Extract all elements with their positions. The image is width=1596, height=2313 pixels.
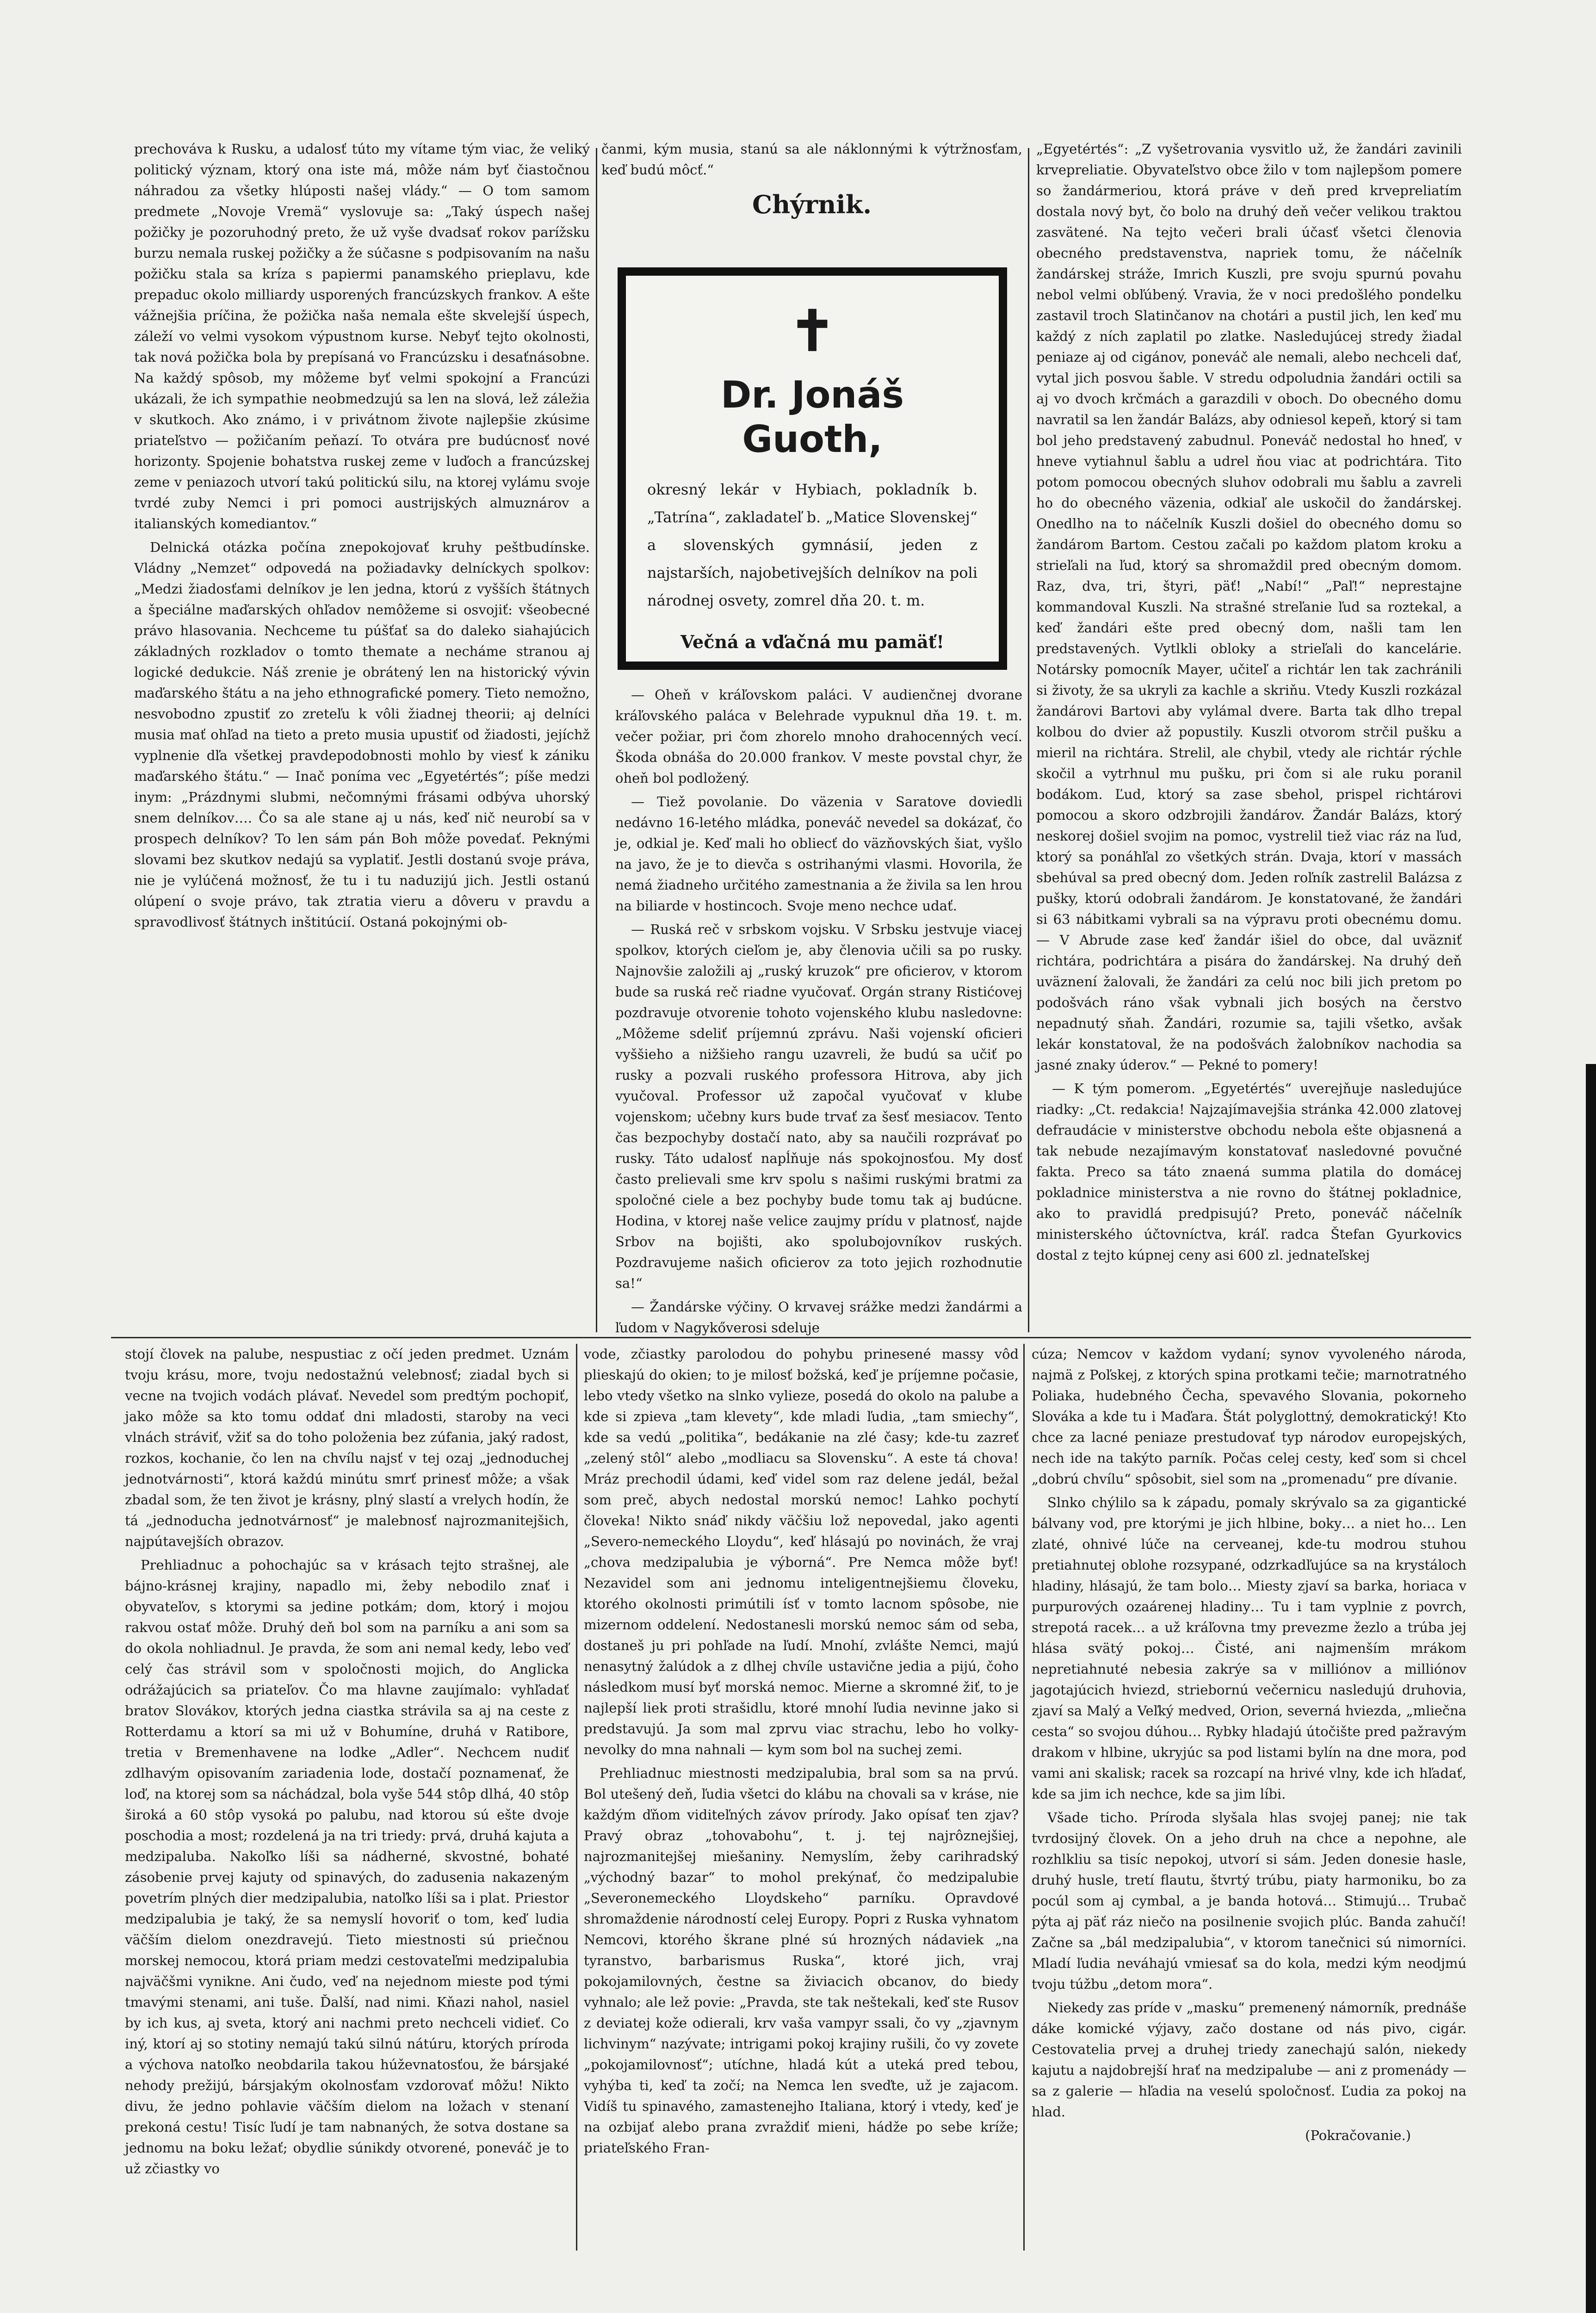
- news-item-k-tym-pomerom: — K tým pomerom. „Egyetértés“ uverejňuje nasledujúce riadky: „Ct. redakcia! Najzajímavejšia stránka 42.000 zlatovej defraudácie v ministerstve obchodu nebola ešte objasnená a tak nebude nezajímavým konstatovať nasledovné povučné fakta. Preco sa táto znaená summa platila do domácej pokladnice ministerstva a nie rovno do štátnej pokladnice, ako to pravidlá predpisujú? Preto, poneváč náčelník ministerského účtovníctva, kráľ. radca Štefan Gyurkovics dostal z tejto kúpnej ceny asi 600 zl. jednateľskej: [1036, 1081, 1462, 1263]
- feuilleton-paragraph: Niekedy zas príde v „masku“ premenený námorník, prednáše dáke komické výjavy, začo dostane od nás pivo, cigár. Cestovatelia prvej a druhej triedy zanechajú salón, niekedy kajutu a najdobrejší hrať na medzipalube — ani z promenády — sa z galerie — hľadia na veselú spoločnosť. Ľudia za pokoj na hlad.: [1032, 2000, 1466, 2120]
- cross-icon: ✝: [789, 298, 836, 364]
- obituary-box: [618, 267, 1007, 670]
- top-column-2-news: [615, 685, 1022, 1336]
- top-column-3: [1036, 139, 1462, 1332]
- article-paragraph: prechováva k Rusku, a udalosť túto my vítame tým viac, že veliký politický význam, ktorý ona iste má, môže nám byť čiastočnou náhradou za všetky hlúposti našej vlády.“ — O tom samom predmete „Novoje Vremä“ vyslovuje sa: „Taký úspech našej požičky je pozoruhodný preto, že už vyše dvadsať rokov parížsku burzu nemala ruskej požičky a že súčasne s podpisovaním na našu požičku stala sa kríza s papiermi panamského prieplavu, kde prepaduc okolo milliardy usporených francúzskych frankov. A ešte vážnejšia príčina, že požička naša nemala ešte skvelejší úspech, záleží vo velmi vysokom výpustnom kurse. Nebyť tejto okolnosti, tak nová požička bola by prepísaná vo Francúzsku i desaťnásobne. Na každý spôsob, my môžeme byť velmi spokojní a Francúzi ukázali, že ich sympathie neobmedzujú sa len na slová, lež záležia v skutkoch. Ako známo, i v privátnom živote najlepšie zkúsime priateľstvo — požičaním peňazí. To otvára pre budúcnosť nové horizonty. Spojenie bohatstva ruskej zeme v luďoch a francúzskej zeme v peniazoch utvorí takú politickú silu, na ktorej vylámu svoje tvrdé zuby Nemci i pri pomoci austrijských almuznárov a italianských komediantov.“: [134, 141, 590, 532]
- column-divider: [576, 1344, 577, 2251]
- section-title-chyrnik: Chýrnik.: [752, 190, 872, 219]
- section-separator: [111, 1337, 1471, 1338]
- news-item-profession: — Tiež povolanie. Do väzenia v Saratove doviedli nedávno 16-letého mládka, poneváč nevedel sa dokázať, čo je, odkial je. Keď mali ho obliecť do väzňovských šiat, vyšlo na javo, že je to dievča s ostrihanými vlasmi. Hovorila, že nemá žiadneho určitého zamestnania a že živila sa len hrou na biliarde v hostincoch. Svoje meno nechce udať.: [615, 794, 1022, 914]
- obituary-name: Dr. Jonáš Guoth,: [721, 373, 904, 461]
- bottom-column-3: [1032, 1344, 1466, 2264]
- column-divider: [596, 148, 597, 1332]
- column-divider: [1023, 1344, 1025, 2251]
- continuation-note: (Pokračovanie.): [1305, 2127, 1411, 2143]
- news-item-russian-language: — Ruská reč v srbskom vojsku. V Srbsku jestvuje viacej spolkov, ktorých cieľom je, aby členovia učili sa po rusky. Najnovšie založili aj „ruský kruzok“ pre oficierov, v ktorom bude sa ruská reč riadne vyučovať. Orgán strany Ristićovej pozdravuje otvorenie tohoto vojenského klubu nasledovne: „Môžeme sdeliť príjemnú zprávu. Naši vojenskí oficieri vyššieho a nižšieho rangu uzavreli, že budú sa učiť po rusky a pozvali ruského professora Hitrova, aby jich vyučoval. Professor už započal vyučovať v klube vojenskom; učebny kurs bude trvať za šesť mesiacov. Tento čas bezpochyby dostačí nato, aby sa naučili rozprávať po rusky. Táto udalosť napĺňuje nás spokojnosťou. My dosť často prelievali sme krv spolu s našimi ruskými bratmi za spoločné ciele a bez pochyby bude tomu tak aj budúcne. Hodina, v ktorej naše velice zaujmy prídu v platnosť, najde Srbov na bojišti, ako spolubojovníkov ruských. Pozdravujeme našich oficierov za toto jejich rozhodnutie sa!“: [615, 921, 1022, 1291]
- feuilleton-paragraph: cúza; Nemcov v každom vydaní; synov vyvoleného národa, najmä z Poľskej, z ktorých spina protkami tečie; marnotratného Poliaka, hudebného Čecha, spevavého Slovania, pokorneho Slováka a kde tu i Maďara. Štát polyglottný, demokratický! Kto chce za lacné peniaze prestudovať typ národov europejských, nech ide na takýto parník. Počas celej cesty, keď som si chcel „dobrú chvílu“ spôsobit, siel som na „promenadu“ pre dívanie.: [1032, 1346, 1466, 1487]
- column-divider: [1028, 148, 1029, 1332]
- article-paragraph-delnicka-otazka: Delnická otázka počína znepokojovať kruhy peštbudínske. Vládny „Nemzet“ odpovedá na požiadavky delníckych spolkov: „Medzi žiadosťami delníkov je len jedna, ktorú z vyšších štátnych a špeciálne maďarských ohľadov nemôžeme si osvojiť: všeobecné právo hlasovania. Nechceme tu púšťať sa do daleko siahajúcich základných rozkladov o tomto themate a necháme stranou aj logické dedukcie. Náš zrenie je obrátený len na historický vývin maďarského štátu a na jeho ethnografické pomery. Tieto nemožno, nesvobodno zpustiť zo zreteľu k vôli žiadnej theorii; aj delníci musia mať ohľad na tieto a preto musia upustiť od žiadosti, jejíchž vyplnenie dľa všetkej pravdepodobnosti mohlo by viesť k zániku maďarského štátu.“ — Inač poníma vec „Egyetértés“; píše medzi inym: „Prázdnymi slubmi, nečomnými frásami odbýva uhorský snem delníkov…. Čo sa ale stane aj u nás, keď nič neurobí sa v prospech delníkov? To len sám pán Boh môže povedať. Peknými slovami bez skutkov nedajú sa vyplatiť. Jestli dostanú svoje práva, nie je vylúčená možnosť, že tu i tu naduzijú jich. Jestli ostanú olúpení o svoje právo, tak ztratia vieru a dôveru v pravdu a spravodlivosť štátnych inštitúcií. Ostaná pokojnými ob-: [134, 539, 590, 930]
- feuilleton-paragraph: stojí človek na palube, nespustiac z očí jeden predmet. Uznám tvoju krásu, more, tvoju nedostažnú velebnosť; ziadal bych si vecne na tvojich vodách plávať. Nevedel som predtým pochopiť, jako môže sa kto tomu oddať dni mladosti, staroby na veci vlnách stráviť, vžiť sa do toho položenia bez zúfania, jaký radost, rozkos, kochanie, čo len na chvílu najsť v tej ozaj „jednoduchej jednotvárnosti“, ktorá každú minútu smrť prinesť môže; a však zbadal som, že ten život je krásny, plný slastí a vrelych hodín, že tá „jednoducha jednotvárnosť“ je malebnosť najrozmanitejšich, najpútavejších obrazov.: [125, 1346, 569, 1549]
- feuilleton-paragraph: Všade ticho. Príroda slyšala hlas svojej panej; nie tak tvrdosijný človek. On a jeho druh na chce a nepohne, ale rozhlkliu sa tisíc nepokoj, utvorí si sám. Jeden donesie hasle, druhý husle, tretí flautu, štvrtý trúbu, piaty harmoniku, bo za pocúl som aj cymbal, a je banda hotová… Stimujú… Trubač pýta aj päť ráz niečo na posilnenie svojich plúc. Banda zahučí! Začne sa „bál medzipalubia“, v ktorom tanečnici sú nimorníci. Mladí ľudia neváhajú vmiesať sa do kola, medzi kým neodjmú tvoju túžbu „detom mora“.: [1032, 1810, 1466, 1992]
- bottom-column-1: [125, 1344, 569, 2251]
- article-paragraph: čanmi, kým musia, stanú sa ale náklonnými k výtržnosťam, keď budú môcť.“: [601, 141, 1022, 178]
- feuilleton-paragraph: Prehliadnuc miestnosti medzipalubia, bral som sa na prvú. Bol utešený deň, ľudia všetci do klábu na chovali sa v kráse, nie každým ďňom viditeľných závov prírody. Jako opísať ten zjav? Pravý obraz „tohovabohu“, t. j. tej najrôznejšiej, najrozmanitejšej miešaniny. Nemyslím, žeby carihradský „východný bazar“ to mohol prekýnať, čo medzipalubie „Severonemeckého Lloydskeho“ parníku. Opravdové shromaždenie národností celej Europy. Popri z Ruska vyhnatom Nemcovi, ktorého škrane plné sú hrozných nádaviek „na tyranstvo, barbarismus Ruska“, ktoré jich, vraj pokojamilovných, čestne sa živiacich obcanov, do biedy vyhnalo; ale lež povie: „Pravda, ste tak neštekali, keď ste Rusov z deviatej kože odierali, krv vaša vampyr ssali, čo vy „zjavnym lichvinym“ nazývate; intrigami pokoj krajiny rušili, čo vy zovete „pokojamilovnosť“; utíchne, hladá kút a uteká pred tebou, vyhýba ti, keď ta zočí; na Nemca len sveďte, už je zajacom. Vidíš tu spinavého, zamastenejho Italiana, ktorý i vtedy, keď je na ozbijať alebo prana zvraždiť mieni, hádže po sebe kríže; priateľského Fran-: [584, 1765, 1019, 2156]
- feuilleton-paragraph: Prehliadnuc a pohochajúc sa v krásach tejto strašnej, ale bájno-krásnej krajiny, napadlo mi, žeby nebodilo znať i obyvateľov, s ktorymi sa jedine potkám; dom, ktorý i mojou rakvou ostať môže. Druhý deň bol som na parníku a ani som sa do okola nohliadnul. Je pravda, že som ani nemal kedy, lebo veď celý čas strávil som v spoločnosti mojich, do Anglicka odrážajúcich sa priateľov. Čo ma hlavne zaujímalo: vyhľadať bratov Slovákov, ktorých jedna ciastka strávila sa aj na ceste z Rotterdamu a ktorí sa mi už v Bohumíne, druhá v Ratibore, tretia v Bremenhavene na lodke „Adler“. Nechcem nudiť zdlhavým opisovaním zariadenia lode, dostačí poznamenať, že loď, na ktorej som sa náchádzal, bola vyše 544 stôp dlhá, 40 stôp široká a 60 stôp vysoká po palubu, nad ktorou sú ešte dvoje poschodia a most; rozdelená ja na tri triedy: prvá, druhá kajuta a medzipaluba. Nakoľko líši sa nádherné, skvostné, bohaté zásobenie prvej kajuty od spinavých, do zadusenia nakazeným povetrím plných dier medzipalubia, natoľko líši sa i plat. Priestor medzipalubia je taký, že sa nemyslí hovoriť o tom, keď ludia väčším dielom onezdravejú. Tieto miestnosti sú priečnou morskej nemocou, ktorá priam medzi cestovateľmi medzipalubia najväčšmi vynikne. Ani čudo, veď na nejednom mieste pod tými tmavými stenami, ani tuše. Ďalší, nad nimi. Kňazi nahol, nasiel by ich kus, aj sveta, ktorý ani nachmi preto nechceli vidieť. Co iný, ktorí aj so stotiny nemajú takú silnú nátúru, ktorých príroda a výchova natoľko neobdarila takou húževnatosťou, že bársjaké nehody prežijú, bársjakým okolnosťam vzdorovať môžu! Nikto divu, že jedno pohlavie väčším dielom na ložach v stenaní prekoná cestu! Tisíc ľudí je tam nabnaných, že sotva dostane sa jednomu na boku ležať; obydlie súnikdy otvorené, poneváč je to už zčiastky vo: [125, 1557, 569, 2177]
- feuilleton-paragraph: vode, zčiastky parolodou do pohybu prinesené massy vôd plieskajú do okien; to je milosť božská, keď je príjemne počasie, lebo vtedy všetko na slnko vylieze, posedá do okolo na palube a kde si zpieva „tam klevety“, kde mladi ľudia, „tam smiechy“, kde sa vedú „politika“, bedákanie na zlé časy; kde-tu zazreť „zelený stôl“ alebo „modliacu sa Slovensku“. A este tá chova! Mráz prechodil údami, keď videl som raz delene jedál, bežal som preč, abych nedostal morskú nemoc! Lahko pochytí človeka! Nikto snáď nikdy väčšiu lož nepovedal, jako agenti „Severo-nemeckého Lloydu“, keď hlásajú po novinách, že vraj „chova medzipalubia je výborná“. Pre Nemca môže byť! Nezavidel som ani jednomu inteligentnejšiemu človeku, ktorého okolnosti primútili ísť v tomto lacnom spôsobe, nie mizernom oddelení. Nedostanesli morskú nemoc sám od seba, dostaneš ju pri pohľade na ľudí. Mnohí, zvlášte Nemci, majú nenasytný žalúdok a z dlhej chvíle ustavične jedia a pijú, čoho následkom musí byť morská nemoc. Mierne a skromné žiť, to je najlepší liek proti strašidlu, ktoré mnohí ľudia nevinne jako si predstavujú. Ja som mal zprvu viac strachu, lebo ho volky-nevolky do mna nahnali — kym som bol na suchej zemi.: [584, 1346, 1019, 1757]
- bottom-column-2: [584, 1344, 1019, 2251]
- news-item-gendarmes: — Žandárske výčiny. O krvavej srážke medzi žandármi a ľudom v Nagykőverosi sdeluje: [615, 1299, 1022, 1336]
- article-paragraph: „Egyetértés“: „Z vyšetrovania vysvitlo už, že žandári zavinili krvepreliatie. Obyvateľstvo obce žilo v tom najlepšom pomere so žandármeriou, ktorá práve v deň pred krvepreliatím dostala nový byt, čo bolo na druhý deň večer velikou traktou zasvätené. Na tejto večeri brali účasť všetci členovia obecného predstavenstva, napriek tomu, že náčelník žandárskej stráže, Imrich Kuszli, pre svoju spurnú povahu nebol velmi obľúbený. Vravia, že v noci predošlého pondelku zastavil troch Slatinčanov na chotári a pustil jich, len keď mu každý z ních zaplatil po zlatke. Nasledujúcej stredy žiadal peniaze aj od cigánov, poneváč ale nemali, alebo nechceli dať, vytal jich posvou šable. V stredu odpoludnia žandári octili sa aj vo dvoch krčmách a garazdili v oboch. Do obecného domu navratil sa len žandár Balázs, aby odniesol kepeň, ktorý si tam bol jeho predstavený zabudnul. Poneváč nedostal ho hneď, v hneve vytiahnul šablu a udrel ňou viac at podrichtára. Tito potom pomocou obecných sluhov odobrali mu šablu a zavreli ho do obecného väzenia, odkiaľ ale uskočil do žandárskej. Onedlho na to náčelník Kuszli došiel do obecného domu so žandárom Bartom. Cestou začali po každom platom kroku a strieľali na ľud, ktorý sa shromaždil pred obecným domom. Raz, dva, tri, štyri, päť! „Nabí!“ „Paľ!“ neprestajne kommandoval Kuszli. Na strašné streľanie ľud sa roztekal, a keď žandári ešte pred obecný dom, našli tam len predstavených. Vytlkli obloky a strieľali do kancelárie. Notársky pomocník Mayer, učiteľ a richtár len tak zachránili si životy, že sa ukryli za kachle a skriňu. Vtedy Kuszli rozkázal žandárovi Bartovi aby vylámal dvere. Barta tak dlho trepal kolbou do dvier až popustily. Kuszli otvorom strčil pušku a mieril na richtára. Strelil, ale chybil, vtedy ale richtár rýchle skočil a vytrhnul mu pušku, pri čom si ale ruku poranil bodákom. Ľud, ktorý sa zase sbehol, prispel richtárovi pomocou a skoro odzbrojili žandárov. Žandár Balázs, ktorý neskorej došiel svojim na pomoc, vystrelil tiež viac ráz na ľud, ktorý sa ponáhľal zo všetkých strán. Dvaja, ktorí v massách sbehúval sa pred obecný dom. Jeden roľník zastrelil Balázsa z pušky, ktorú odobrali žandárom. Je konstatované, že žandári si 63 nábitkami vybrali sa na výpravu proti obecnému domu. — V Abrude zase keď žandár išiel do obce, dal uväzniť richtára, podrichtára a pisára do žandárskej. Na druhý deň uväznení žalovali, že žandári za celú noc bili jich pretom po podošvách ráno však vybnali jich bosých na čerstvo nepadnutý sňah. Žandári, rozumie sa, tajili všetko, avšak lekár konstatoval, že na podošvách žalobníkov nachodia sa jasné znaky úderov.“ — Pekné to pomery!: [1036, 141, 1462, 1073]
- top-column-1: [134, 139, 590, 1318]
- obituary-motto: Večná a vďačná mu pamäť!: [680, 631, 944, 652]
- obituary-text: okresný lekár v Hybiach, pokladník b. „Tatrína“, zakladateľ b. „Matice Slovenskej“ a slovenských gymnásií, jeden z najstarších, najobetivejších delníkov na poli národnej osvety, zomrel dňa 20. t. m.: [647, 481, 978, 609]
- news-item-fire: — Oheň v kráľovskom paláci. V audienčnej dvorane kráľovského paláca v Belehrade vypuknul dňa 19. t. m. večer požiar, pri čom zhorelo mnoho drahocenných vecí. Škoda obnáša do 20.000 frankov. V meste povstal chyr, že oheň bol podložený.: [615, 687, 1022, 786]
- page-edge-shadow: [1586, 1064, 1596, 2313]
- feuilleton-paragraph: Slnko chýlilo sa k západu, pomaly skrývalo sa za gigantické bálvany vod, pre ktorými je jich hlbine, boky… a niet ho… Len zlaté, ohnivé lúče na cerveanej, kde-tu modrou stuhou pretiahnutej oblohe rozsypané, odzrkadľujúce sa na krystáloch hladiny, hlásajú, že tam bolo… Miesty zjaví sa barka, horiaca v purpurových ozaárenej hladiny… Tu i tam vyplnie z povrch, strepotá racek… a už kráľovna tmy prevezme žezlo a trúba jej hlása svätý pokoj… Čisté, ani najmenším mrákom nepretiahnuté nebesia zakrýe sa v milliónov a milliónov jagotajúcich hviezd, striebornú večernicu nasledujú druhovia, zjaví sa Malý a Veľký medved, Orion, severná hviezda, „mliečna cesta“ so svojou dúhou… Rybky hladajú útočište pred pažravým drakom v hlbine, ukryjúc sa pod listami bylín na dne mora, pod vami ani skalisk; racek sa rozcapí na hrivé vlny, kde ich hľadať, kde sa jim ich nechce, kde sa jim líbi.: [1032, 1495, 1466, 1802]
